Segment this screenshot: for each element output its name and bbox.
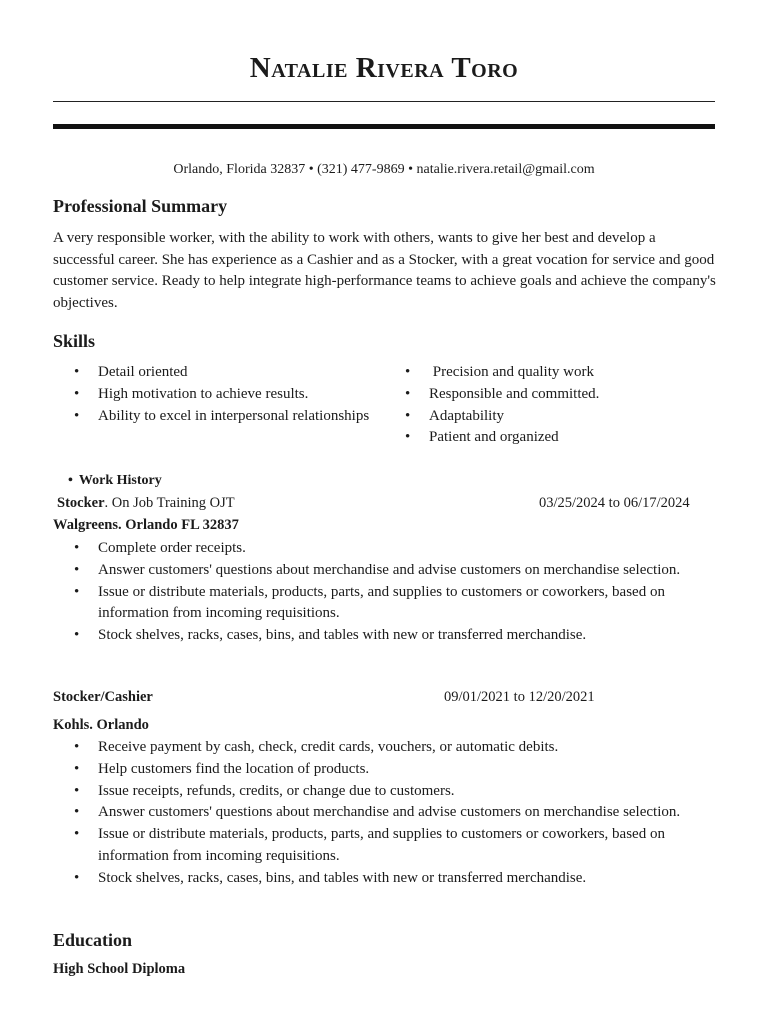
work-history-heading-text: Work History (78, 473, 162, 488)
job-dates: 03/25/2024 to 06/17/2024 (539, 495, 690, 511)
duty-item: • Answer customers' questions about merchandise and advise customers on merchandise selection. (53, 802, 718, 824)
job-employer: Walgreens. Orlando FL 32837 (53, 517, 239, 533)
header-divider-thick (53, 124, 715, 129)
summary-text: A very responsible worker, with the ability to work with others, wants to give her best and develop a successful career. She has experience as a Cashier and as a Stocker, with a great vocation for service and good customer service. Ready to help integrate high-performance teams to achieve goals and achieve the company's objectives. (53, 230, 716, 311)
job-duties-list (53, 538, 718, 647)
duty-item: • Issue or distribute materials, products, parts, and supplies to customers or coworkers, based on information from incoming requisitions. (53, 824, 718, 868)
education-degree: High School Diploma (53, 961, 186, 977)
candidate-name: Natalie Rivera Toro (249, 52, 519, 84)
summary-heading: Professional Summary (53, 196, 228, 216)
contact-line: Orlando, Florida 32837 • (321) 477-9869 • natalie.rivera.retail@gmail.com (173, 162, 595, 177)
skills-list-left (53, 362, 383, 427)
skill-item: • Precision and quality work (384, 362, 714, 384)
header-divider-thin (53, 101, 715, 102)
duty-item: • Help customers find the location of products. (53, 759, 718, 781)
duty-item: • Complete order receipts. (53, 538, 718, 560)
duty-item: • Stock shelves, racks, cases, bins, and tables with new or transferred merchandise. (53, 868, 718, 890)
job-dates: 09/01/2021 to 12/20/2021 (444, 689, 595, 705)
job-duties-list (53, 737, 718, 890)
job-title: Stocker (57, 495, 105, 511)
education-heading: Education (53, 930, 133, 950)
skill-item: • Detail oriented (53, 362, 383, 384)
skill-item: • Responsible and committed. (384, 384, 714, 406)
duty-item: • Issue or distribute materials, products, parts, and supplies to customers or coworkers, based on information from incoming requisitions. (53, 582, 718, 626)
duty-item: • Receive payment by cash, check, credit cards, vouchers, or automatic debits. (53, 737, 718, 759)
skill-item: • High motivation to achieve results. (53, 384, 383, 406)
duty-item: • Issue receipts, refunds, credits, or change due to customers. (53, 781, 718, 803)
duty-item: • Answer customers' questions about merchandise and advise customers on merchandise selection. (53, 560, 718, 582)
job-employer: Kohls. Orlando (53, 717, 149, 733)
job-title-suffix: . On Job Training OJT (104, 495, 235, 511)
skills-list-right (384, 362, 714, 449)
job-title-line (57, 495, 235, 512)
skill-item: • Patient and organized (384, 427, 714, 449)
skill-item: • Adaptability (384, 406, 714, 428)
job-title: Stocker/Cashier (53, 689, 153, 705)
skills-heading: Skills (53, 331, 96, 351)
work-history-heading (68, 473, 162, 489)
duty-item: • Stock shelves, racks, cases, bins, and tables with new or transferred merchandise. (53, 625, 718, 647)
skill-item: • Ability to excel in interpersonal relationships (53, 406, 383, 428)
